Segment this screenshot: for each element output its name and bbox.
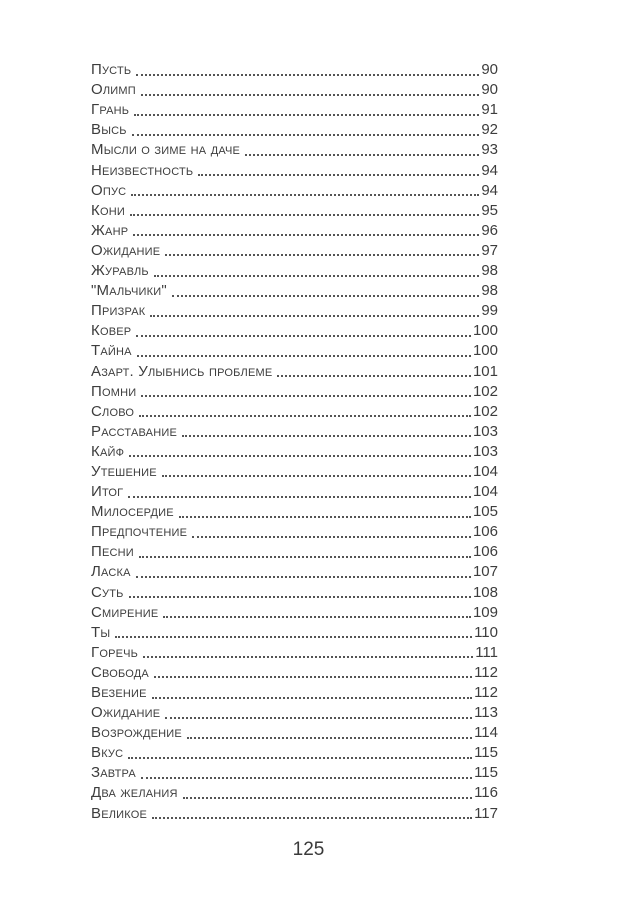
dot-leader	[136, 335, 471, 337]
toc-entry	[91, 683, 498, 703]
dot-leader	[141, 395, 471, 397]
toc-entry	[91, 341, 498, 361]
dot-leader	[139, 556, 471, 558]
toc-entry-title: Пусть	[91, 61, 132, 79]
toc-entry-page: 113	[474, 704, 498, 722]
toc-entry-title: Свобода	[91, 663, 149, 681]
dot-leader	[141, 94, 479, 96]
toc-entry-title: Неизвестность	[91, 161, 194, 179]
toc-entry-title: Великое	[91, 804, 148, 822]
toc-entry-title: Везение	[91, 684, 147, 701]
dot-leader	[133, 234, 479, 236]
toc-entry-page: 98	[481, 282, 498, 300]
toc-entry	[91, 643, 498, 663]
toc-entry	[91, 261, 498, 281]
toc-entry	[91, 80, 498, 100]
toc-entry-page: 112	[474, 663, 498, 681]
toc-entry-page: 106	[472, 523, 498, 541]
toc-entry	[91, 221, 498, 241]
toc-entry-title: Ожидание	[91, 241, 161, 259]
dot-leader	[134, 114, 479, 116]
toc-entry	[91, 120, 498, 140]
toc-entry-title: Возрождение	[91, 724, 182, 742]
dot-leader	[136, 74, 479, 76]
toc-entry	[91, 241, 498, 261]
toc-entry-page: 92	[481, 121, 498, 139]
toc-list	[91, 60, 498, 824]
toc-entry-page: 93	[481, 141, 498, 159]
toc-entry-title: Итог	[91, 483, 124, 501]
toc-entry-title: Высь	[91, 121, 127, 139]
toc-entry	[91, 462, 498, 482]
toc-entry	[91, 140, 498, 160]
dot-leader	[136, 576, 471, 578]
toc-entry	[91, 763, 498, 783]
toc-entry-title: "Мальчики"	[91, 282, 167, 300]
toc-entry-page: 101	[472, 362, 498, 380]
dot-leader	[165, 254, 479, 256]
toc-entry-title: Слово	[91, 402, 135, 420]
toc-entry-title: Азарт. Улыбнись проблеме	[91, 362, 273, 380]
toc-entry-page: 117	[474, 804, 498, 822]
dot-leader	[129, 455, 471, 457]
toc-entry-title: Расставание	[91, 422, 178, 440]
toc-entry	[91, 482, 498, 502]
toc-entry-title: Опус	[91, 181, 127, 199]
toc-entry-title: Грань	[91, 101, 130, 119]
toc-entry	[91, 562, 498, 582]
toc-entry	[91, 582, 498, 602]
dot-leader	[182, 435, 471, 437]
toc-entry	[91, 623, 498, 643]
toc-entry-page: 94	[481, 161, 498, 179]
toc-entry-page: 108	[472, 583, 498, 601]
toc-entry-page: 115	[474, 764, 498, 782]
dot-leader	[154, 275, 479, 277]
toc-entry-title: Жанр	[91, 221, 129, 239]
dot-leader	[139, 415, 471, 417]
dot-leader	[131, 194, 479, 196]
toc-entry	[91, 201, 498, 221]
dot-leader	[154, 676, 472, 678]
toc-entry-page: 111	[475, 643, 498, 661]
toc-entry	[91, 321, 498, 341]
toc-entry-title: Призрак	[91, 302, 146, 320]
toc-entry	[91, 361, 498, 381]
dot-leader	[179, 516, 471, 518]
page-number: 125	[292, 839, 325, 860]
toc-entry-title: Кони	[91, 201, 125, 219]
toc-entry	[91, 522, 498, 542]
dot-leader	[165, 717, 472, 719]
toc-entry-page: 103	[472, 442, 498, 460]
dot-leader	[132, 134, 480, 136]
dot-leader	[162, 475, 471, 477]
toc-entry-title: Горечь	[91, 643, 139, 661]
toc-entry-page: 110	[474, 623, 498, 641]
dot-leader	[141, 777, 472, 779]
toc-entry-page: 103	[472, 422, 498, 440]
dot-leader	[150, 315, 479, 317]
toc-entry-title: Песни	[91, 543, 134, 561]
toc-entry	[91, 301, 498, 321]
toc-entry	[91, 502, 498, 522]
toc-entry-page: 106	[472, 543, 498, 561]
dot-leader	[130, 214, 479, 216]
dot-leader	[245, 154, 479, 156]
toc-entry-page: 96	[481, 221, 498, 239]
toc-entry-page: 95	[481, 201, 498, 219]
toc-entry-page: 102	[472, 402, 498, 420]
toc-entry-title: Два желания	[91, 784, 178, 802]
toc-entry-page: 114	[474, 724, 498, 742]
toc-entry	[91, 100, 498, 120]
dot-leader	[129, 596, 471, 598]
toc-entry-title: Суть	[91, 583, 124, 601]
toc-entry-title: Помни	[91, 382, 137, 400]
toc-entry	[91, 402, 498, 422]
toc-entry-title: Предпочтение	[91, 523, 188, 541]
dot-leader	[152, 817, 472, 819]
dot-leader	[152, 697, 472, 699]
toc-entry	[91, 281, 498, 301]
toc-entry-page: 97	[481, 241, 498, 259]
toc-entry-page: 100	[472, 342, 498, 360]
dot-leader	[115, 636, 472, 638]
toc-entry	[91, 723, 498, 743]
toc-entry	[91, 181, 498, 201]
toc-entry	[91, 803, 498, 823]
toc-entry-title: Ожидание	[91, 704, 161, 722]
dot-leader	[163, 616, 471, 618]
toc-entry	[91, 422, 498, 442]
toc-entry-title: Ты	[91, 623, 111, 641]
dot-leader	[137, 355, 471, 357]
dot-leader	[143, 656, 473, 658]
toc-entry-page: 90	[481, 81, 498, 99]
toc-entry-page: 94	[481, 181, 498, 199]
toc-entry-page: 90	[481, 61, 498, 79]
toc-entry-title: Ласка	[91, 563, 131, 581]
toc-entry	[91, 160, 498, 180]
dot-leader	[128, 496, 471, 498]
toc-entry-page: 91	[481, 101, 498, 119]
dot-leader	[183, 797, 472, 799]
toc-entry	[91, 743, 498, 763]
toc-entry	[91, 603, 498, 623]
toc-entry-page: 104	[472, 483, 498, 501]
toc-entry-page: 104	[472, 462, 498, 480]
toc-entry	[91, 60, 498, 80]
toc-entry	[91, 382, 498, 402]
toc-entry-page: 105	[472, 503, 498, 521]
toc-entry-page: 115	[474, 744, 498, 762]
toc-entry	[91, 663, 498, 683]
toc-entry	[91, 542, 498, 562]
dot-leader	[198, 174, 479, 176]
toc-entry-title: Милосердие	[91, 503, 174, 521]
toc-entry-page: 99	[481, 302, 498, 320]
toc-entry-title: Вкус	[91, 744, 124, 762]
toc-entry-title: Утешение	[91, 462, 157, 480]
toc-entry-title: Олимп	[91, 81, 136, 99]
toc-entry-title: Журавль	[91, 262, 149, 280]
toc-entry-page: 100	[472, 322, 498, 340]
toc-entry	[91, 783, 498, 803]
toc-entry-title: Мысли о зиме на даче	[91, 141, 241, 159]
toc-entry	[91, 703, 498, 723]
toc-entry-title: Тайна	[91, 342, 132, 360]
toc-entry-page: 102	[472, 382, 498, 400]
toc-entry-title: Завтра	[91, 764, 136, 782]
toc-entry-title: Ковер	[91, 322, 132, 340]
dot-leader	[187, 737, 472, 739]
dot-leader	[172, 295, 479, 297]
toc-entry-page: 98	[481, 262, 498, 280]
toc-entry-page: 116	[474, 784, 498, 802]
dot-leader	[192, 536, 471, 538]
toc-entry-page: 107	[472, 563, 498, 581]
dot-leader	[277, 375, 471, 377]
toc-entry-page: 109	[472, 603, 498, 621]
toc-entry-page: 112	[474, 684, 498, 701]
toc-entry	[91, 442, 498, 462]
dot-leader	[128, 757, 472, 759]
toc-entry-title: Кайф	[91, 442, 125, 460]
toc-entry-title: Смирение	[91, 603, 159, 621]
